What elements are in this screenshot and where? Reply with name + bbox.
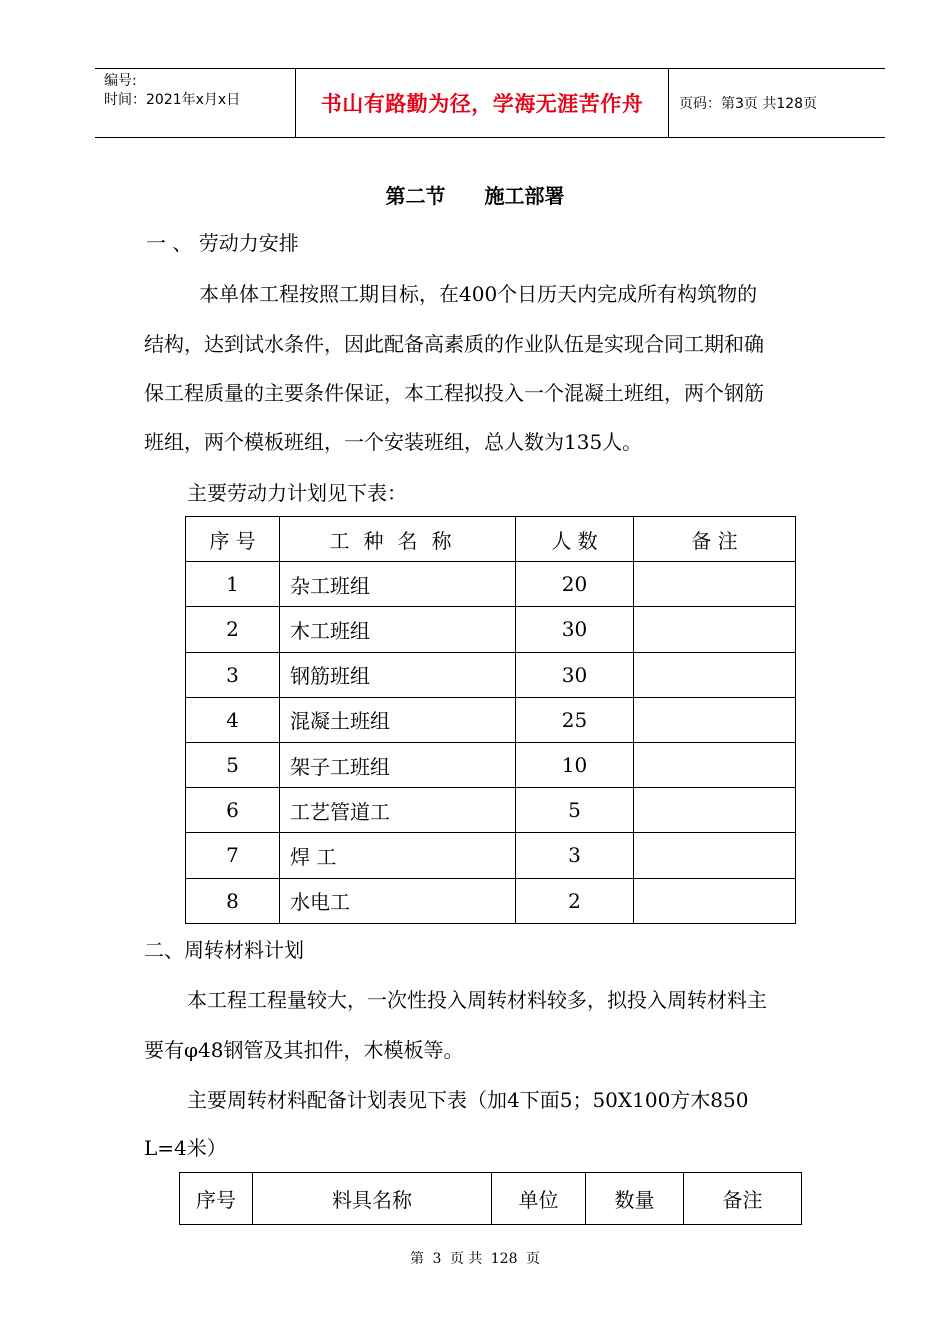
- header-meta: [95, 69, 296, 137]
- materials-para-line: 本工程工程量较大，一次性投入周转材料较多，拟投入周转材料主: [187, 988, 767, 1012]
- cell-name: 钢筋班组: [280, 652, 516, 697]
- col-header-unit: 单位: [492, 1173, 586, 1225]
- cell-note: [634, 788, 796, 833]
- table-row: [186, 652, 796, 697]
- cell-name: 水电工: [280, 878, 516, 923]
- cell-count: 30: [516, 607, 634, 652]
- cell-no: 1: [186, 562, 280, 607]
- materials-para-line: L=4米）: [144, 1136, 227, 1160]
- page-footer: [0, 1248, 950, 1268]
- cell-name: 木工班组: [280, 607, 516, 652]
- col-header-quantity: 数量: [586, 1173, 684, 1225]
- cell-no: 5: [186, 742, 280, 787]
- table-row: [186, 878, 796, 923]
- section-name: 施工部署: [484, 184, 565, 208]
- labor-para-line: 本单体工程按照工期目标，在400个日历天内完成所有构筑物的: [199, 282, 758, 306]
- table-row: [186, 562, 796, 607]
- cell-name: 架子工班组: [280, 742, 516, 787]
- cell-no: 4: [186, 697, 280, 742]
- table-row: [186, 742, 796, 787]
- cell-no: 8: [186, 878, 280, 923]
- col-header-name: 料具名称: [253, 1173, 492, 1225]
- table-header-row: [186, 517, 796, 562]
- materials-table: [179, 1172, 802, 1225]
- page-header: [95, 68, 885, 138]
- cell-count: 25: [516, 697, 634, 742]
- section-title: [0, 180, 950, 209]
- cell-count: 10: [516, 742, 634, 787]
- footer-post: 页: [525, 1251, 540, 1267]
- cell-no: 3: [186, 652, 280, 697]
- table-row: [186, 697, 796, 742]
- col-header-no: 序号: [180, 1173, 253, 1225]
- cell-note: [634, 607, 796, 652]
- labor-table-intro: 主要劳动力计划见下表：: [187, 481, 407, 505]
- cell-name: 焊 工: [280, 833, 516, 878]
- cell-note: [634, 833, 796, 878]
- cell-note: [634, 742, 796, 787]
- col-header-count: 人 数: [516, 517, 634, 562]
- cell-count: 30: [516, 652, 634, 697]
- labor-para-line: 保工程质量的主要条件保证，本工程拟投入一个混凝土班组，两个钢筋: [144, 381, 764, 405]
- cell-no: 6: [186, 788, 280, 833]
- footer-mid: 页 共: [449, 1251, 483, 1267]
- cell-note: [634, 562, 796, 607]
- col-header-no: 序 号: [186, 517, 280, 562]
- header-page-info: 页码：第3页 共128页: [679, 96, 818, 112]
- cell-count: 20: [516, 562, 634, 607]
- cell-no: 7: [186, 833, 280, 878]
- cell-count: 3: [516, 833, 634, 878]
- col-header-note: 备 注: [634, 517, 796, 562]
- table-header-row: [180, 1173, 802, 1225]
- labor-table: [185, 516, 796, 924]
- footer-total: 128: [490, 1251, 518, 1267]
- materials-para-line: 要有φ48钢管及其扣件，木模板等。: [144, 1038, 464, 1062]
- cell-count: 2: [516, 878, 634, 923]
- cell-name: 混凝土班组: [280, 697, 516, 742]
- table-row: [186, 607, 796, 652]
- cell-note: [634, 697, 796, 742]
- labor-para-line: 结构，达到试水条件，因此配备高素质的作业队伍是实现合同工期和确: [144, 332, 764, 356]
- labor-para-line: 班组，两个模板班组，一个安装班组，总人数为135人。: [144, 430, 643, 454]
- footer-pre: 第: [410, 1251, 425, 1267]
- footer-page: 3: [432, 1251, 442, 1267]
- table-row: [186, 833, 796, 878]
- cell-note: [634, 652, 796, 697]
- materials-heading: 二、周转材料计划: [144, 938, 304, 962]
- cell-no: 2: [186, 607, 280, 652]
- materials-para-line: 主要周转材料配备计划表见下表（加4下面5；50X100方木850: [187, 1088, 749, 1112]
- cell-note: [634, 878, 796, 923]
- cell-name: 工艺管道工: [280, 788, 516, 833]
- table-row: [186, 788, 796, 833]
- header-motto: 书山有路勤为径，学海无涯苦作舟: [296, 69, 669, 137]
- col-header-name: 工种名称: [280, 517, 516, 562]
- section-chapter: 第二节: [385, 184, 446, 208]
- labor-heading: 一 、 劳动力安排: [146, 231, 299, 255]
- col-header-note: 备注: [684, 1173, 802, 1225]
- cell-name: 杂工班组: [280, 562, 516, 607]
- cell-count: 5: [516, 788, 634, 833]
- header-time: 时间：2021年x月x日: [104, 92, 241, 108]
- header-code-label: 编号:: [104, 73, 137, 89]
